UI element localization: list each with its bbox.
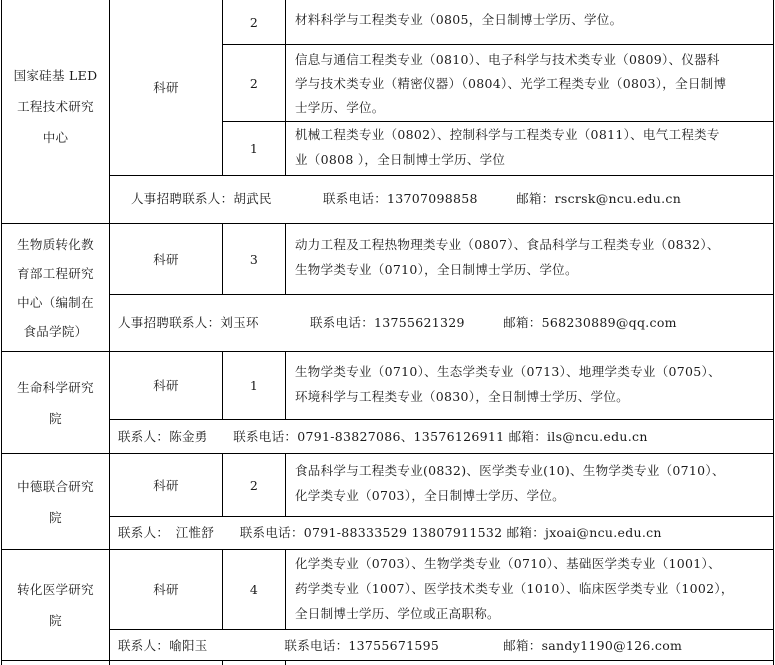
major-requirement: 全日制博士学历、学位或正高职称。 [295,606,500,621]
major-requirement: 动力工程及工程热物理类专业（0807）、食品科学与工程类专业（0832）、 [295,237,720,252]
count-column-line [285,351,286,419]
headcount: 3 [249,251,259,267]
major-requirement: 食品科学与工程类专业(0832)、医学类专业(10)、生物学类专业（0710）、 [295,463,725,478]
row-line [109,419,774,420]
row-line [109,175,774,176]
headcount: 2 [249,14,259,30]
major-requirement: 药学类专业（1007）、医学技术类专业（1010）、临床医学类专业（1002）， [295,581,734,596]
section-line [1,660,774,661]
position-type: 科研 [153,582,179,597]
unit-name: 中德联合研究 院 [17,478,94,525]
contact-info: 联系人： 江惟舒 联系电话：0791-88333529 13807911532 邮箱：jxoai@ncu.edu.cn [118,525,662,540]
headcount: 4 [249,582,259,597]
unit-name: 生命科学研究 院 [17,379,94,426]
count-column-line [285,223,286,294]
count-column-line [285,0,286,175]
major-requirement: 材料科学与工程类专业（0805，全日制博士学历、学位。 [295,12,623,27]
major-requirement: 信息与通信工程类专业（0810）、电子科学与技术类专业（0809）、仪器科 [295,52,720,67]
row-line [222,44,774,45]
contact-info: 联系人：喻阳玉 联系电话：13755671595 邮箱：sandy1190@126.com [118,638,683,653]
count-column-line [285,453,286,516]
major-requirement: 化学类专业（0703）、生物学类专业（0710）、基础医学类专业（1001）、 [295,556,721,571]
headcount: 1 [249,378,259,393]
position-type: 科研 [153,80,179,95]
table-border-right [773,0,774,665]
row-line [109,294,774,295]
major-requirement: 环境科学与工程类专业（0830），全日制博士学历、学位。 [295,389,629,404]
unit-name: 转化医学研究 院 [17,582,94,628]
contact-info: 人事招聘联系人：刘玉环 联系电话：13755621329 邮箱：568230889@qq.com [118,315,677,330]
count-column-line [285,549,286,629]
major-requirement: 机械工程类专业（0802）、控制科学与工程类专业（0811）、电气工程类专 [295,127,720,142]
unit-name: 生物质转化教 育部工程研究 中心（编制在 食品学院） [17,237,94,339]
major-requirement: 化学类专业（0703），全日制博士学历、学位。 [295,488,565,503]
headcount: 2 [249,477,259,493]
position-type: 科研 [153,477,179,493]
position-type: 科研 [153,251,179,267]
contact-info: 人事招聘联系人：胡武民 联系电话：13707098858 邮箱：rscrsk@ncu.edu.cn [131,191,682,206]
headcount: 2 [249,75,259,91]
major-requirement: 生物学类专业（0710），全日制博士学历、学位。 [295,262,578,277]
row-line [109,629,774,630]
major-requirement: 学与技术类专业（精密仪器）（0804）、光学工程类专业（0803），全日制博 [295,76,727,91]
unit-name: 国家硅基 LED 工程技术研究 中心 [13,67,98,145]
major-requirement: 业（0808 ），全日制博士学历、学位 [295,152,506,167]
major-requirement: 士学历、学位。 [295,100,385,115]
row-line [109,516,774,517]
major-requirement: 生物学类专业（0710）、生态学类专业（0713）、地理学类专业（0705）、 [295,364,721,379]
headcount: 1 [249,141,259,156]
contact-info: 联系人：陈金勇 联系电话：0791-83827086、13576126911 邮箱：ils@ncu.edu.cn [118,429,648,444]
position-type: 科研 [153,378,179,393]
